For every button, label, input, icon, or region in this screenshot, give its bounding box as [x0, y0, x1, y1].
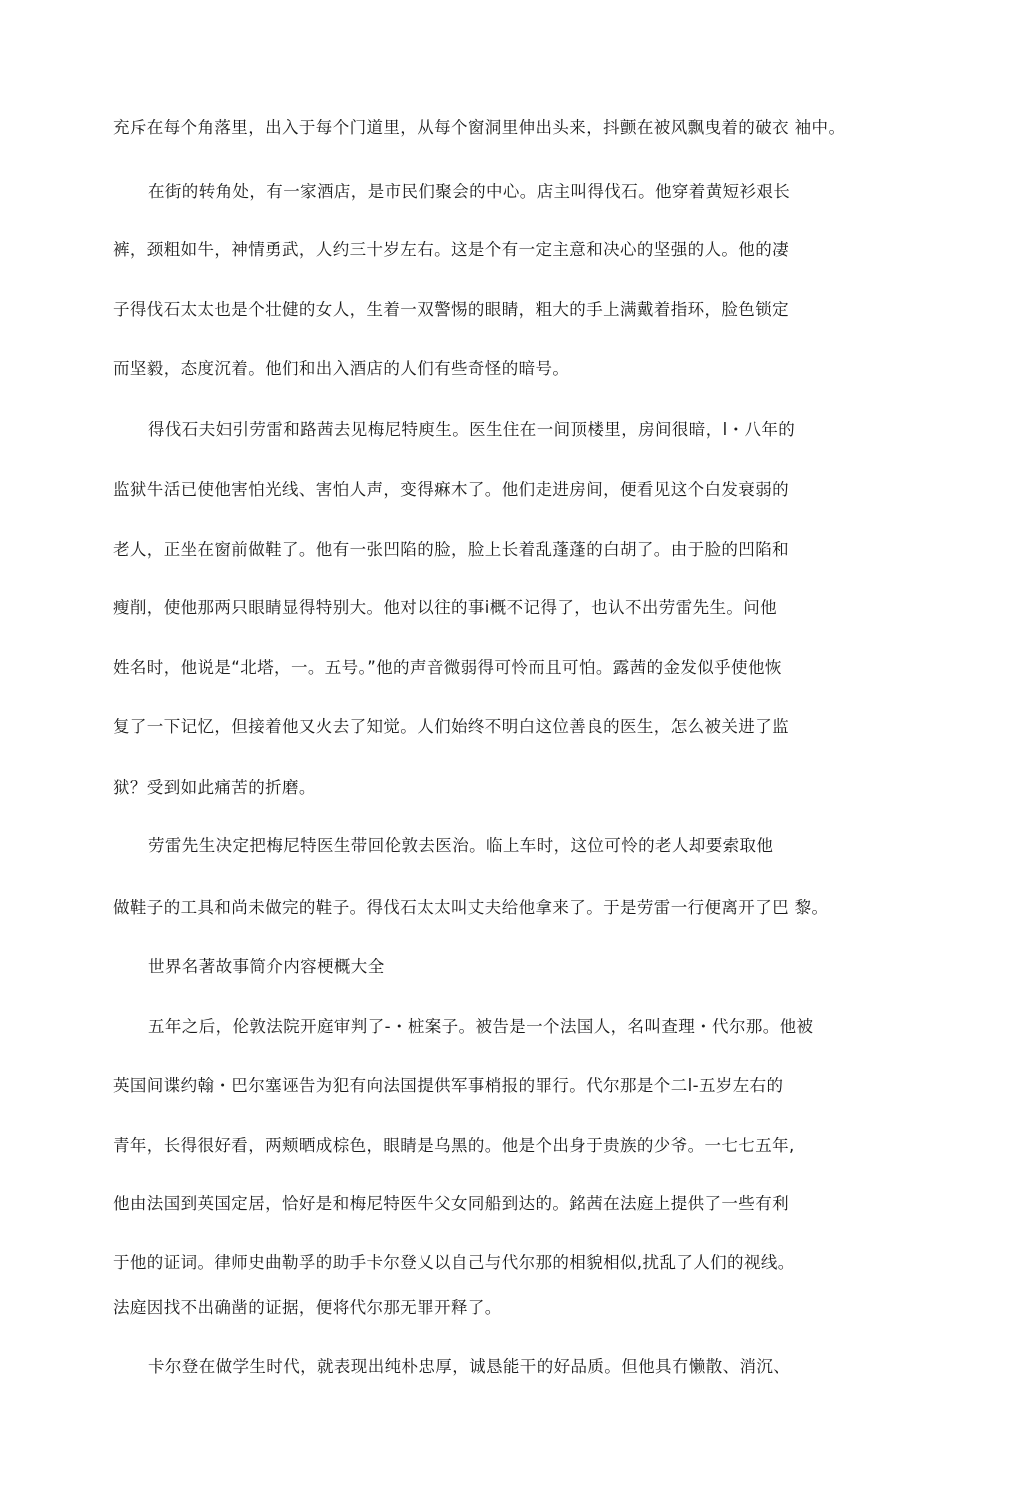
text-line: 英国间谍约翰・巴尔塞诬告为犯有向法国提供军事梢报的罪行。代尔那是个二l-五岁左右的 [113, 1076, 784, 1095]
text-line: 劳雷先生决定把梅尼特医生带回伦敦去医治。临上车时，这位可怜的老人却要索取他 [148, 836, 774, 855]
text-line: 做鞋子的工具和尚未做完的鞋子。得伐石太太叫丈夫给他拿来了。于是劳雷一行便离开了巴 黎。 [113, 898, 829, 917]
text-line: 他由法国到英国定居，恰好是和梅尼特医牛父女同船到达的。銘茜在法庭上提供了一些有利 [113, 1194, 789, 1213]
text-line: 子得伐石太太也是个壮健的女人，生着一双警惕的眼睛，粗大的手上满戴着指环，脸色锁定 [113, 300, 789, 319]
text-line: 五年之后，伦敦法院开庭审判了-・桩案子。被告是一个法国人，名叫查理・代尔那。他被 [148, 1017, 814, 1036]
text-line: 监狱牛活已使他害怕光线、害怕人声，变得痳木了。他们走进房间，便看见这个白发衰弱的 [113, 480, 789, 499]
text-line: 裤，颈粗如牛，神情勇武，人约三十岁左右。这是个有一定主意和决心的坚强的人。他的凄 [113, 240, 789, 259]
text-line: 于他的证词。律师史曲勒孚的助手卡尔登乂以自己与代尔那的相貌相似,扰乱了人们的视线。 [113, 1253, 795, 1272]
text-line: 法庭因找不出确凿的证据，便将代尔那无罪开释了。 [113, 1298, 502, 1317]
text-line: 在街的转角处，有一家酒店，是市民们聚会的中心。店主叫得伐石。他穿着黄短衫艰长 [148, 182, 791, 201]
text-line: 姓名时，他说是“北塔，一。五号。”他的声音微弱得可怜而且可怕。露茜的金发似乎使他恢 [113, 658, 782, 677]
text-line: 卡尔登在做学生时代，就表现出纯朴忠厚，诚恳能干的好品质。但他具冇懒散、消沉、 [148, 1357, 791, 1376]
text-line: 复了一下记忆，但接着他又火去了知觉。人们始终不明白这位善良的医生，怎么被关进了监 [113, 717, 789, 736]
text-line: 老人，正坐在窗前做鞋了。他有一张凹陷的脸，脸上长着乱蓬蓬的白胡了。由于脸的凹陷和 [113, 540, 789, 559]
text-line: 狱？受到如此痛苦的折磨。 [113, 778, 316, 797]
text-line: 瘦削，使他那两只眼睛显得特别大。他对以往的事i概不记得了，也认不出劳雷先生。问他 [113, 598, 778, 617]
section-heading: 世界名著故事简介内容梗概大全 [148, 957, 385, 976]
text-line: 得伐石夫妇引劳雷和路茜去见梅尼特庾生。医生住在一间顶楼里，房间很暗，l・八年的 [148, 420, 796, 439]
text-line: 青年，长得很好看，两颊晒成棕色，眼睛是乌黑的。他是个出身于贵族的少爷。一七七五年, [113, 1136, 795, 1155]
text-line: 充斥在每个角落里，出入于每个门道里，从每个窗洞里伸出头来，抖颤在被风飘曳着的破衣 袖中。 [113, 118, 846, 137]
text-line: 而坚毅，态度沉着。他们和出入酒店的人们有些奇怪的暗号。 [113, 359, 570, 378]
